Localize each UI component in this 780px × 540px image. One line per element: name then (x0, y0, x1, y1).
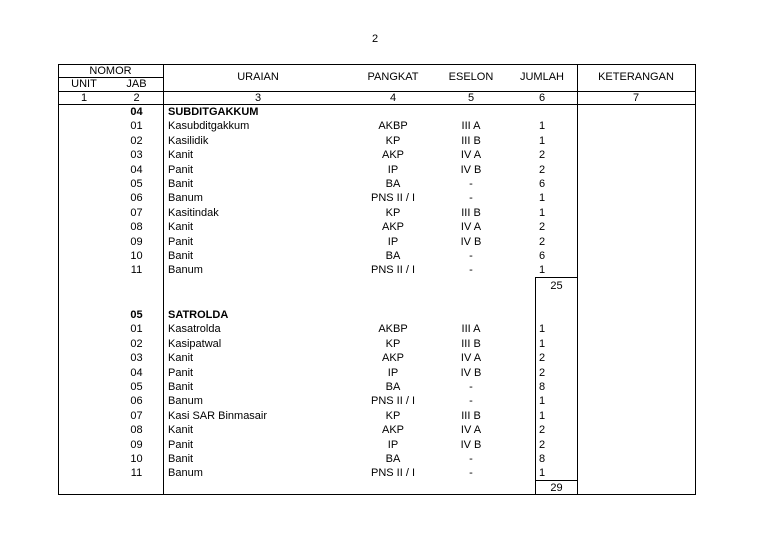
row-jumlah: 2 (538, 236, 546, 248)
row-eselon: III B (461, 207, 481, 219)
row-uraian: Banum (168, 395, 203, 407)
column-number: 7 (632, 92, 640, 104)
row-jab: 11 (130, 467, 143, 479)
row-jumlah: 8 (538, 453, 546, 465)
row-jab: 04 (130, 164, 143, 176)
row-jumlah: 2 (538, 352, 546, 364)
row-uraian: Banum (168, 192, 203, 204)
row-uraian: Banit (168, 250, 194, 262)
column-number: 1 (80, 92, 88, 104)
row-jab: 11 (130, 264, 143, 276)
row-uraian: Kasilidik (168, 135, 209, 147)
row-jumlah: 2 (538, 164, 546, 176)
row-jab: 06 (130, 395, 143, 407)
row-eselon: III B (461, 410, 481, 422)
row-eselon: - (469, 381, 473, 393)
column-number: 5 (467, 92, 475, 104)
header-unit: UNIT (71, 78, 97, 90)
column-number: 4 (389, 92, 397, 104)
row-jab: 08 (130, 221, 143, 233)
row-pangkat: PNS II / I (370, 264, 415, 276)
row-uraian: Banum (168, 467, 203, 479)
header-uraian: URAIAN (237, 71, 279, 83)
row-eselon: III A (461, 120, 481, 132)
table-border-bottom (58, 494, 696, 495)
document-table (58, 64, 696, 495)
row-jab: 01 (130, 120, 143, 132)
header-eselon: ESELON (448, 71, 494, 83)
row-pangkat: AKP (381, 221, 404, 233)
section-title: SATROLDA (168, 309, 229, 321)
row-eselon: - (469, 453, 473, 465)
row-jab: 02 (130, 338, 143, 350)
header-pangkat: PANGKAT (367, 71, 419, 83)
row-pangkat: PNS II / I (370, 192, 415, 204)
row-eselon: IV B (460, 236, 482, 248)
row-uraian: Banit (168, 453, 194, 465)
row-uraian: Kasipatwal (168, 338, 222, 350)
header-nomor: NOMOR (89, 65, 132, 77)
section-code: 05 (130, 309, 143, 321)
table-border-left (58, 64, 59, 495)
row-uraian: Kanit (168, 352, 194, 364)
header-jab: JAB (126, 78, 147, 90)
row-pangkat: AKP (381, 424, 404, 436)
row-jumlah: 2 (538, 424, 546, 436)
row-jumlah: 2 (538, 221, 546, 233)
row-jab: 03 (130, 352, 143, 364)
row-jab: 10 (130, 453, 143, 465)
header-jumlah: JUMLAH (519, 71, 564, 83)
section-code: 04 (130, 106, 143, 118)
row-pangkat: PNS II / I (370, 467, 415, 479)
table-border-right (695, 64, 696, 495)
row-jab: 06 (130, 192, 143, 204)
row-jumlah: 1 (538, 207, 546, 219)
row-eselon: IV A (460, 221, 482, 233)
row-jab: 05 (130, 178, 143, 190)
row-jab: 09 (130, 236, 143, 248)
row-pangkat: KP (385, 410, 401, 422)
row-jab: 08 (130, 424, 143, 436)
row-jumlah: 1 (538, 120, 546, 132)
row-uraian: Kasubditgakkum (168, 120, 250, 132)
row-uraian: Banit (168, 178, 194, 190)
row-eselon: - (469, 192, 473, 204)
total-line-1 (535, 277, 578, 278)
row-pangkat: AKBP (378, 323, 408, 335)
row-jumlah: 1 (538, 395, 546, 407)
row-jumlah: 1 (538, 338, 546, 350)
row-pangkat: IP (387, 439, 399, 451)
row-pangkat: BA (385, 178, 401, 190)
row-eselon: - (469, 250, 473, 262)
row-jumlah: 6 (538, 178, 546, 190)
row-uraian: Kanit (168, 424, 194, 436)
row-jab: 07 (130, 410, 143, 422)
row-eselon: IV A (460, 424, 482, 436)
row-uraian: Kanit (168, 221, 194, 233)
row-eselon: IV B (460, 439, 482, 451)
row-jumlah: 1 (538, 467, 546, 479)
row-pangkat: IP (387, 164, 399, 176)
row-pangkat: KP (385, 135, 401, 147)
row-pangkat: AKP (381, 352, 404, 364)
row-jumlah: 2 (538, 439, 546, 451)
column-number: 2 (133, 92, 140, 104)
row-pangkat: IP (387, 367, 399, 379)
column-number: 6 (538, 92, 546, 104)
row-uraian: Kanit (168, 149, 194, 161)
row-jab: 07 (130, 207, 143, 219)
column-divider (163, 64, 164, 495)
row-pangkat: IP (387, 236, 399, 248)
row-jumlah: 8 (538, 381, 546, 393)
row-jumlah: 2 (538, 367, 546, 379)
row-jab: 05 (130, 381, 143, 393)
row-pangkat: PNS II / I (370, 395, 415, 407)
row-pangkat: BA (385, 453, 401, 465)
row-eselon: IV A (460, 149, 482, 161)
row-jumlah: 6 (538, 250, 546, 262)
row-uraian: Banum (168, 264, 203, 276)
row-jab: 02 (130, 135, 143, 147)
row-eselon: IV A (460, 352, 482, 364)
row-jumlah: 2 (538, 149, 546, 161)
row-pangkat: AKP (381, 149, 404, 161)
row-jumlah: 1 (538, 410, 546, 422)
row-jab: 03 (130, 149, 143, 161)
row-eselon: III A (461, 323, 481, 335)
section-total: 29 (550, 482, 563, 494)
section-title: SUBDITGAKKUM (168, 106, 259, 118)
row-eselon: - (469, 264, 473, 276)
row-eselon: - (469, 467, 473, 479)
row-uraian: Kasi SAR Binmasair (168, 410, 268, 422)
row-jab: 10 (130, 250, 143, 262)
row-eselon: III B (461, 135, 481, 147)
column-number: 3 (254, 92, 262, 104)
row-pangkat: KP (385, 207, 401, 219)
row-pangkat: BA (385, 381, 401, 393)
row-eselon: IV B (460, 164, 482, 176)
page-number: 2 (371, 33, 379, 45)
row-pangkat: KP (385, 338, 401, 350)
header-keterangan: KETERANGAN (598, 71, 674, 83)
section-total: 25 (550, 280, 563, 292)
row-uraian: Kasatrolda (168, 323, 221, 335)
row-jab: 09 (130, 439, 143, 451)
row-uraian: Panit (168, 439, 194, 451)
row-pangkat: BA (385, 250, 401, 262)
row-jab: 04 (130, 367, 143, 379)
row-eselon: - (469, 395, 473, 407)
row-uraian: Panit (168, 164, 194, 176)
row-eselon: IV B (460, 367, 482, 379)
row-jumlah: 1 (538, 323, 546, 335)
row-uraian: Panit (168, 236, 194, 248)
row-uraian: Kasitindak (168, 207, 219, 219)
row-jab: 01 (130, 323, 143, 335)
row-uraian: Banit (168, 381, 194, 393)
row-jumlah: 1 (538, 192, 546, 204)
row-jumlah: 1 (538, 264, 546, 276)
row-eselon: - (469, 178, 473, 190)
row-eselon: III B (461, 338, 481, 350)
row-uraian: Panit (168, 367, 194, 379)
row-pangkat: AKBP (378, 120, 408, 132)
row-jumlah: 1 (538, 135, 546, 147)
